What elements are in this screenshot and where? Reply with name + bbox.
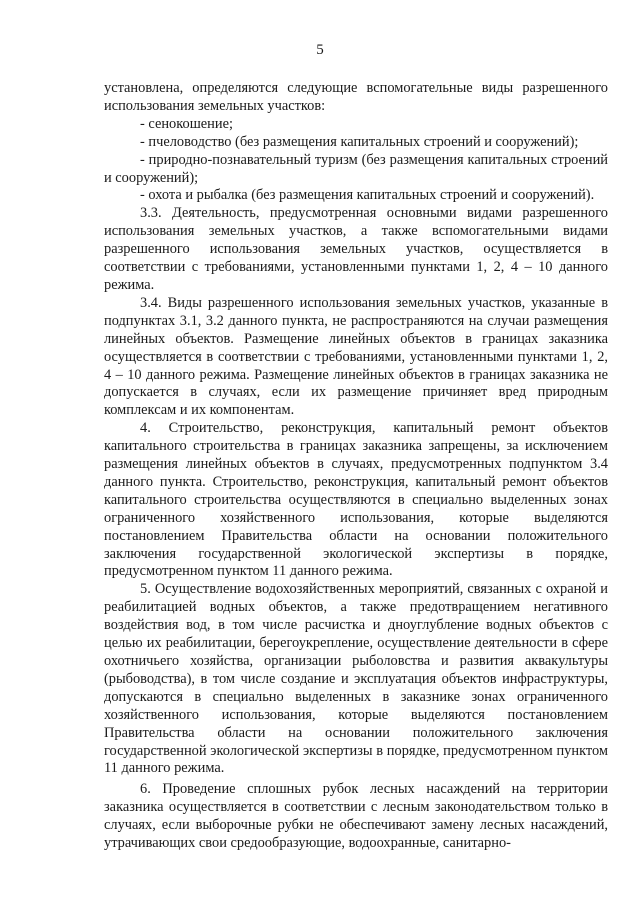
paragraph-5: 5. Осуществление водохозяйственных мероприятий, связанных с охраной и реабилитацией водных объектов, а также предотвращением негативного воздействия вод, в том числе расчистка и дноуглубление водных объектов с целью их реабилитации, берегоукрепление, осуществление деятельности в сфере охотничьего хозяйства, организации рыболовства и развития аквакультуры (рыбоводства), в том числе создание и эксплуатация объектов инфраструктуры, допускаются в специально выделенных в заказнике зонах ограниченного хозяйственного использования, которые выделяются постановлением Правительства области на основании положительного заключения государственной экологической экспертизы в порядке, предусмотренном пунктом 11 данного режима. — [104, 581, 608, 777]
list-item-hunting-fishing: - охота и рыбалка (без размещения капитальных строений и сооружений). — [140, 187, 595, 204]
list-item-haymaking: - сенокошение; — [140, 115, 233, 132]
document-body — [104, 80, 608, 853]
paragraph-3-3: 3.3. Деятельность, предусмотренная основными видами разрешенного использования земельных участков, а также вспомогательными видами разрешенного использования земельных участков, осуществляется в соответствии с требованиями, установленными пунктами 1, 2, 4 – 10 данного режима. — [104, 205, 608, 293]
paragraph-3-4: 3.4. Виды разрешенного использования земельных участков, указанные в подпунктах 3.1, 3.2 данного пункта, не распространяются на случаи размещения линейных объектов. Размещение линейных объектов в границах заказника осуществляется в соответствии с требованиями, установленными пунктами 1, 2, 4 – 10 данного режима. Размещение линейных объектов в границах заказника не допускается в случаях, если их размещение причиняет вред природным комплексам и их компонентам. — [104, 294, 608, 419]
list-item-tourism: - природно-познавательный туризм (без размещения капитальных строений и сооружений); — [104, 151, 608, 186]
page-number: 5 — [316, 42, 324, 58]
paragraph-continuation: установлена, определяются следующие вспомогательные виды разрешенного использования земельных участков: — [104, 80, 608, 114]
paragraph-4: 4. Строительство, реконструкция, капитальный ремонт объектов капитального строительства в границах заказника запрещены, за исключением размещения линейных объектов в случаях, предусмотренных подпунктом 3.4 данного пункта. Строительство, реконструкция, капитальный ремонт объектов капитального строительства осуществляются в специально выделенных зонах ограниченного хозяйственного использования, которые выделяются постановлением Правительства области на основании положительного заключения государственной экологической экспертизы в порядке, предусмотренном пунктом 11 данного режима. — [104, 420, 608, 580]
list-item-beekeeping: - пчеловодство (без размещения капитальных строений и сооружений); — [140, 133, 579, 150]
paragraph-6: 6. Проведение сплошных рубок лесных насаждений на территории заказника осуществляется в соответствии с лесным законодательством только в случаях, если выборочные рубки не обеспечивают замену лесных насаждений, утрачивающих свои средообразующие, водоохранные, санитарно- — [104, 781, 608, 852]
